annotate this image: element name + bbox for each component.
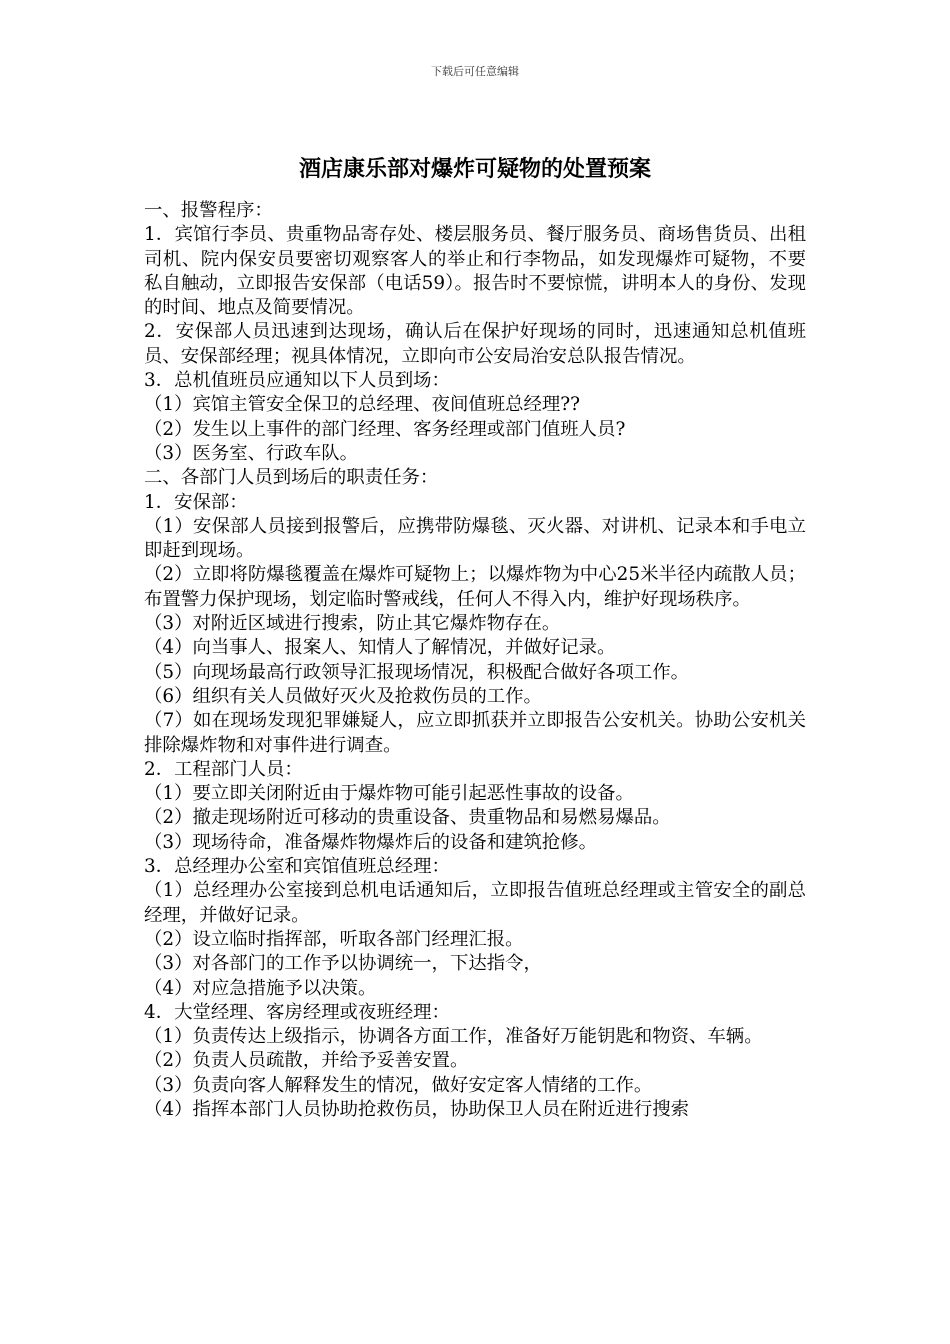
list-item: （1）负责传达上级指示，协调各方面工作，准备好万能钥匙和物资、车辆。 [144,1026,763,1048]
list-item: （1）要立即关闭附近由于爆炸物可能引起恶性事故的设备。 [144,783,634,805]
header-note: 下载后可任意编辑 [431,65,519,78]
list-item: （4）指挥本部门人员协助抢救伤员，协助保卫人员在附近进行搜索 [144,1098,690,1120]
list-item: （1）宾馆主管安全保卫的总经理、夜间值班总经理?? [144,394,581,416]
subsection-heading: 4．大堂经理、客房经理或夜班经理： [144,1001,450,1023]
list-item: （4）对应急措施予以决策。 [144,977,377,999]
subsection-heading: 2．工程部门人员： [144,758,303,780]
list-item: （2）发生以上事件的部门经理、客务经理或部门值班人员? [144,418,626,440]
paragraph: 1．宾馆行李员、贵重物品寄存处、楼层服务员、餐厅服务员、商场售货员、出租司机、院内保安员要密切观察客人的举止和行李物品，如发现爆炸可疑物，不要私自触动，立即报告安保部（电话59）。报告时不要惊慌，讲明本人的身份、发现的时间、地点及简要情况。 [144,224,806,319]
section-heading: 二、各部门人员到场后的职责任务： [144,467,439,489]
list-item: （3）负责向客人解释发生的情况，做好安定客人情绪的工作。 [144,1074,653,1096]
list-item: （7）如在现场发现犯罪嫌疑人，应立即抓获并立即报告公安机关。协助公安机关排除爆炸物和对事件进行调查。 [144,710,806,756]
list-item: （3）现场待命，准备爆炸物爆炸后的设备和建筑抢修。 [144,831,598,853]
list-item: （2）负责人员疏散，并给予妥善安置。 [144,1050,469,1072]
document-title: 酒店康乐部对爆炸可疑物的处置预案 [298,157,651,182]
list-item: （2）立即将防爆毯覆盖在爆炸可疑物上；以爆炸物为中心25米半径内疏散人员；布置警力保护现场，划定临时警戒线，任何人不得入内，维护好现场秩序。 [144,564,806,610]
list-item: （1）安保部人员接到报警后，应携带防爆毯、灭火器、对讲机、记录本和手电立即赶到现场。 [144,515,806,562]
paragraph: 2．安保部人员迅速到达现场，确认后在保护好现场的同时，迅速通知总机值班员、安保部经理；视具体情况，立即向市公安局治安总队报告情况。 [144,321,806,367]
list-item: （6）组织有关人员做好灭火及抢救伤员的工作。 [144,685,542,707]
subsection-heading: 1．安保部： [144,491,248,513]
list-item: （4）向当事人、报案人、知情人了解情况，并做好记录。 [144,637,616,659]
section-heading: 一、报警程序： [144,200,273,221]
paragraph: 3．总机值班员应通知以下人员到场： [144,370,450,392]
list-item: （5）向现场最高行政领导汇报现场情况，积极配合做好各项工作。 [144,661,690,683]
document-body [144,199,806,1122]
list-item: （1）总经理办公室接到总机电话通知后，立即报告值班总经理或主管安全的副总经理，并做好记录。 [144,880,806,926]
list-item: （2）撤走现场附近可移动的贵重设备、贵重物品和易燃易爆品。 [144,807,671,829]
list-item: （3）医务室、行政车队。 [144,442,358,464]
list-item: （2）设立临时指挥部，听取各部门经理汇报。 [144,928,524,950]
list-item: （3）对附近区域进行搜索，防止其它爆炸物存在。 [144,613,561,635]
list-item: （3）对各部门的工作予以协调统一，下达指令， [144,953,542,975]
subsection-heading: 3．总经理办公室和宾馆值班总经理： [144,856,450,878]
